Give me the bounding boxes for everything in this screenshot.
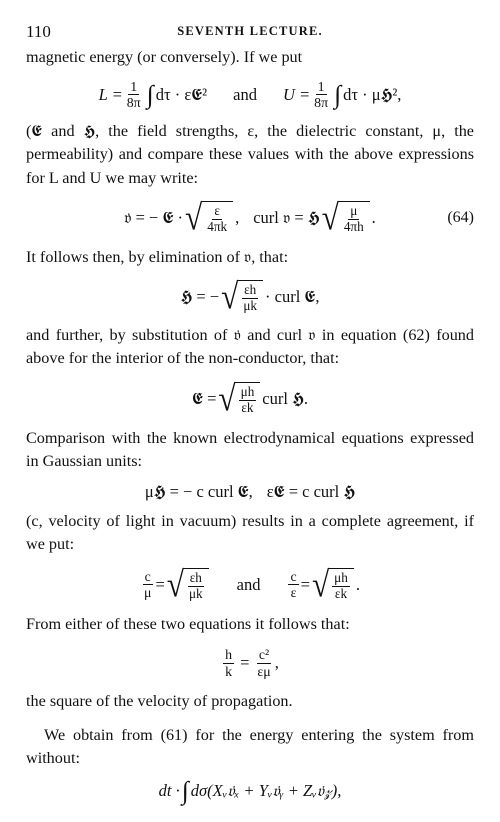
sqrt-mu-over-4pih: √ $\frac{\mu}{4\pi h}$	[322, 201, 370, 234]
paragraph-3: It follows then, by elimination of 𝔳, that:	[26, 248, 289, 266]
paragraph-7: From either of these two equations it follows that:	[26, 614, 350, 633]
integral-sign: ∫	[146, 79, 154, 109]
fraction-one-over-eight-pi: $\frac{1}{8\pi}$	[314, 78, 329, 110]
equation-H-dot: 𝕳̇ = − √ $\frac{\varepsilon h}{\mu k}$ · curl 𝕰,	[180, 276, 320, 317]
sqrt-epsilon-over-4pik: √ $\frac{\varepsilon}{4\pi k}$	[185, 201, 233, 234]
equation-gaussian: μ𝕳̇ = − c curl 𝕰, ε𝕰̇ = c curl 𝕳	[144, 481, 356, 501]
paragraph-9: We obtain from (61) for the energy entering the system from without:	[26, 725, 474, 767]
integral-sign: ∫	[334, 79, 342, 109]
fraction-one-over-eight-pi: $\frac{1}{8\pi}$	[126, 78, 141, 110]
paragraph-5: Comparison with the known electrodynamical equations expressed in Gaussian units:	[26, 428, 474, 470]
sqrt-epsh-over-muk: √ $\frac{\varepsilon h}{\mu k}$	[221, 280, 263, 313]
equation-h-over-k: $\frac{h}{k}$ = $\frac{\text{c²}}{\varepsilon\mu}$ ,	[225, 647, 279, 679]
equation-L-U: L = $\frac{1}{8\pi}$ ∫ dτ · ε𝕰² and U = $\frac{1}{8\pi}$ ∫ dτ · μ𝕳²,	[98, 78, 402, 110]
paragraph-2: (𝕰 and 𝕳, the field strengths, ε, the dielectric constant, μ, the permeability) and compare these values with the above expressions for L and U we may write:	[26, 121, 474, 187]
sqrt-muh-over-epsk: √ $\frac{\mu h}{\varepsilon k}$	[312, 568, 354, 601]
page-header	[26, 14, 474, 40]
page-number: 110	[26, 22, 51, 41]
paragraph-1: magnetic energy (or conversely). If we put	[26, 48, 303, 66]
sqrt-epsh-over-muk: √ $\frac{\varepsilon h}{\mu k}$	[167, 568, 209, 601]
running-title: SEVENTH LECTURE.	[177, 24, 323, 38]
equation-number: (64)	[447, 209, 474, 226]
paragraph-4: and further, by substitution of 𝔳̇ and curl 𝔳 in equation (62) found above for the interior of the non-conductor, that:	[26, 325, 474, 367]
paragraph-8: the square of the velocity of propagation.	[26, 692, 293, 710]
equation-E-dot: 𝕰̇ = √ $\frac{\mu h}{\varepsilon k}$ curl 𝕳.	[192, 378, 308, 419]
sqrt-muh-over-epsk: √ $\frac{\mu h}{\varepsilon k}$	[218, 382, 260, 415]
equation-energy-flux: dt · ∫ dσ(Xᵥ𝔳̇ₓ + Yᵥ𝔳̇ᵧ + Zᵥ𝔳̇𝓏),	[158, 775, 342, 805]
paragraph-6: (c, velocity of light in vacuum) results in a complete agreement, if we put:	[26, 511, 474, 553]
integral-sign: ∫	[181, 775, 189, 805]
equation-64: 𝔳̇ = − 𝕰 · √ $\frac{\varepsilon}{4\pi k}$ , curl 𝔳 = 𝕳 √ $\frac{\mu}{4\pi h}$ . (64)	[124, 197, 474, 238]
equation-c-relations: $\frac{c}{\mu}$ = √ $\frac{\varepsilon h}{\mu k}$ and $\frac{c}{\varepsilon}$ = √ $\frac{\mu h}{\varepsilon k}$ .	[144, 564, 360, 605]
